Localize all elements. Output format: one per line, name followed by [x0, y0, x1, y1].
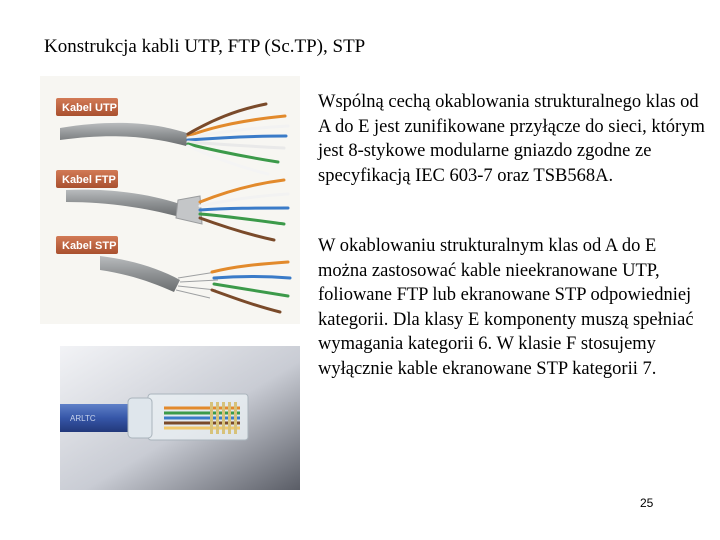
- utp-label: Kabel UTP: [62, 102, 118, 114]
- cable-types-photo: [40, 76, 300, 324]
- rj45-connector-photo: [60, 346, 300, 490]
- slide-title: Konstrukcja kabli UTP, FTP (Sc.TP), STP: [44, 36, 366, 57]
- stp-label: Kabel STP: [62, 240, 117, 252]
- paragraph-connector: Wspólną cechą okablowania strukturalnego klas od A do E jest zunifikowane przyłącze do sieci, którym jest 8-stykowe modularne gniazdo zgodne ze specyfikacją IEC 603-7 oraz TSB568A.: [318, 92, 705, 186]
- cable-print: ARLTC: [70, 414, 96, 423]
- ftp-label: Kabel FTP: [62, 174, 116, 186]
- paragraph-cable-types: W okablowaniu strukturalnym klas od A do E można zastosować kable nieekranowane UTP, foliowane FTP lub ekranowane STP odpowiedniej kategorii. Dla klasy E komponenty muszą spełniać wymagania kategorii 6. W klasie F stosujemy wyłącznie kable ekranowane STP kategorii 7.: [318, 236, 694, 379]
- page-number: 25: [640, 496, 654, 510]
